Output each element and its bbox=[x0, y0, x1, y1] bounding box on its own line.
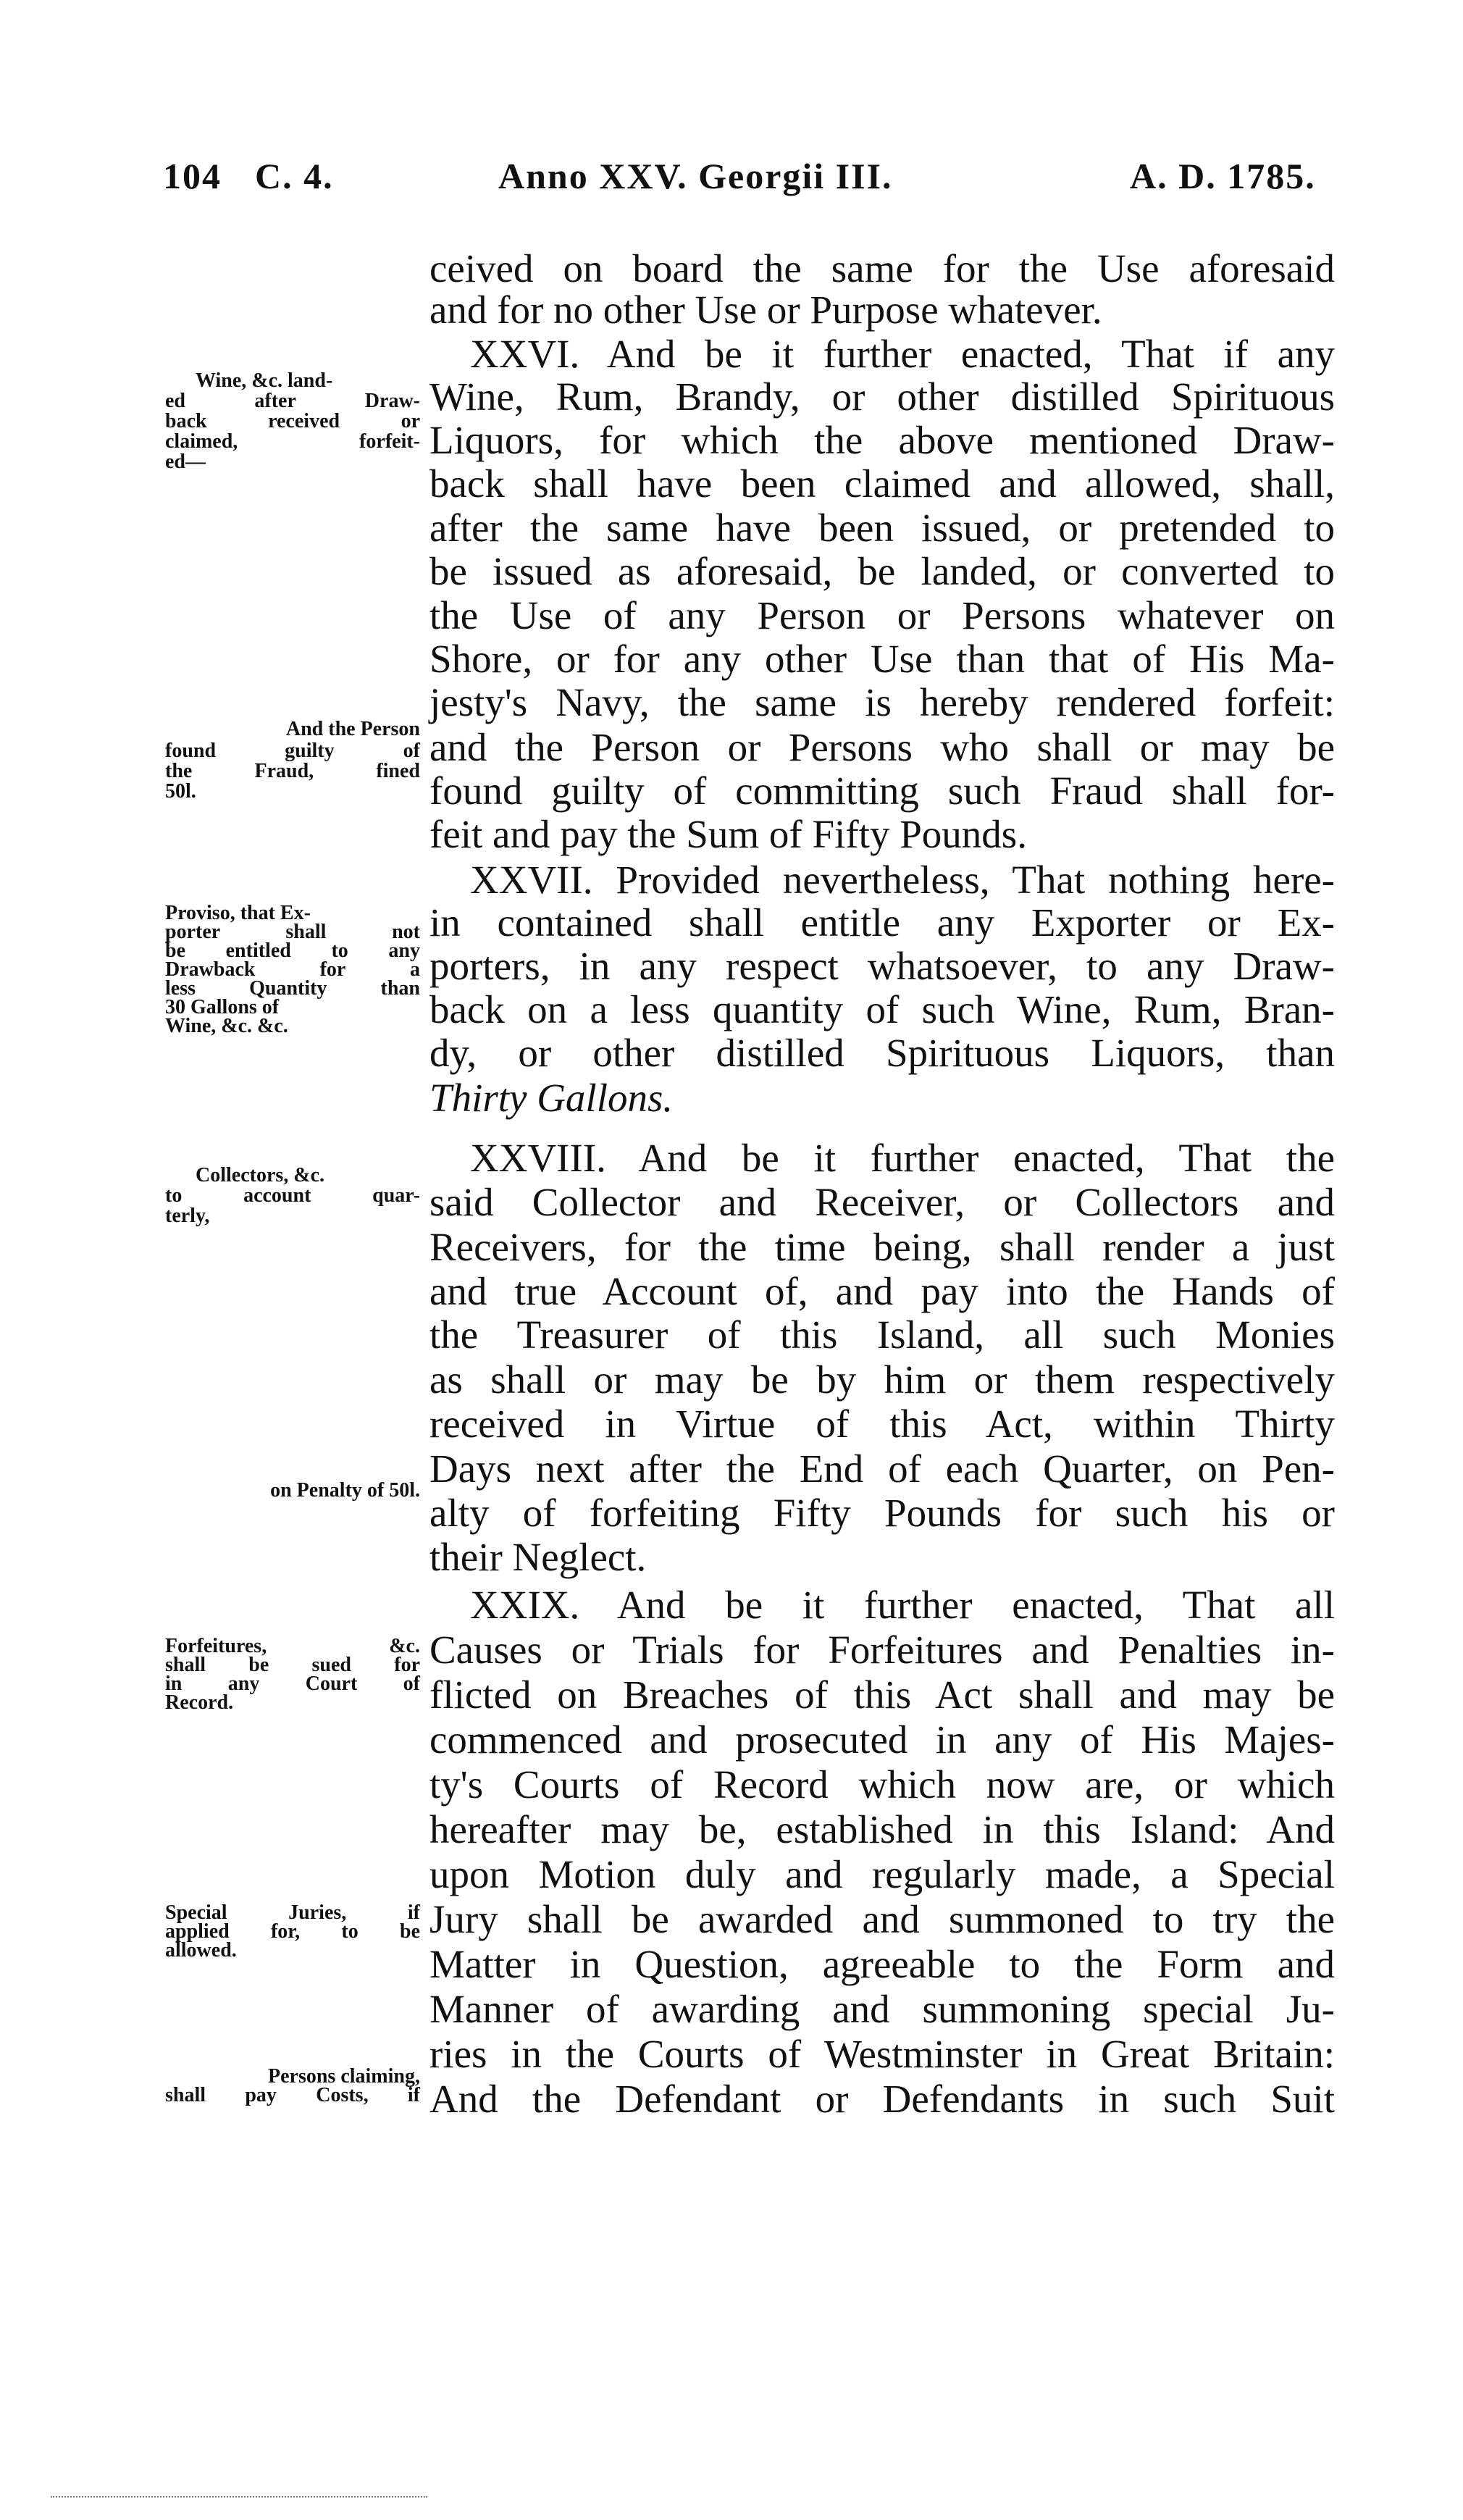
body-line: after the same have been issued, or pretended to bbox=[429, 506, 1335, 550]
body-line: feit and pay the Sum of Fifty Pounds. bbox=[429, 812, 1027, 856]
body-line: back shall have been claimed and allowed, shall, bbox=[429, 461, 1335, 506]
body-line: flicted on Breaches of this Act shall and may be bbox=[429, 1673, 1335, 1717]
marginal-note: Wine, &c. land- bbox=[196, 369, 333, 392]
body-line: said Collector and Receiver, or Collectors and bbox=[429, 1180, 1335, 1224]
body-line bbox=[429, 1075, 1335, 1121]
marginal-note: Special Juries, if bbox=[165, 1901, 420, 1924]
body-line: and the Person or Persons who shall or may be bbox=[429, 725, 1335, 769]
marginal-note: be entitled to any bbox=[165, 939, 420, 962]
section-text: XXIX. And be it further enacted, That all bbox=[470, 1583, 1335, 1627]
regnal-year: Anno XXV. Georgii III. bbox=[498, 156, 893, 196]
section-heading-line bbox=[429, 1582, 1335, 1628]
section-heading-line bbox=[429, 1135, 1335, 1181]
marginal-note: terly, bbox=[165, 1205, 210, 1227]
marginal-note: on Penalty of 50l. bbox=[270, 1479, 420, 1502]
body-line: jesty's Navy, the same is hereby rendered forfeit: bbox=[429, 680, 1335, 724]
marginal-note: And the Person bbox=[285, 718, 420, 740]
marginal-note: in any Court of bbox=[165, 1673, 420, 1695]
marginal-note: Forfeitures, &c. bbox=[165, 1635, 420, 1657]
body-line: found guilty of committing such Fraud shall for- bbox=[429, 769, 1335, 813]
body-line: the Use of any Person or Persons whatever on bbox=[429, 593, 1335, 637]
marginal-note: Drawback for a bbox=[165, 958, 420, 981]
body-line: Jury shall be awarded and summoned to try the bbox=[429, 1897, 1335, 1941]
marginal-note: shall be sued for bbox=[165, 1654, 420, 1676]
body-line: and true Account of, and pay into the Hands of bbox=[429, 1269, 1335, 1313]
chapter-number: C. 4. bbox=[255, 156, 334, 196]
marginal-note: porter shall not bbox=[165, 921, 420, 943]
marginal-note: applied for, to be bbox=[165, 1920, 420, 1943]
body-line: hereafter may be, established in this Island: And bbox=[429, 1807, 1335, 1851]
italic-text: Thirty Gallons. bbox=[429, 1076, 674, 1120]
marginal-note: Record. bbox=[165, 1691, 234, 1714]
marginal-note: the Fraud, fined bbox=[165, 760, 420, 782]
marginal-note: claimed, forfeit- bbox=[165, 430, 420, 453]
calendar-year: A. D. 1785. bbox=[1130, 156, 1316, 196]
body-line: be issued as aforesaid, be landed, or converted to bbox=[429, 549, 1335, 593]
body-line: their Neglect. bbox=[429, 1535, 647, 1579]
bottom-rule bbox=[51, 2496, 427, 2498]
body-line: Causes or Trials for Forfeitures and Penalties in- bbox=[429, 1628, 1335, 1672]
marginal-note: back received or bbox=[165, 410, 420, 432]
body-line: in contained shall entitle any Exporter or Ex- bbox=[429, 900, 1335, 945]
body-line: Liquors, for which the above mentioned Draw- bbox=[429, 418, 1335, 462]
body-line: Receivers, for the time being, shall render a just bbox=[429, 1225, 1335, 1269]
running-header bbox=[163, 155, 1322, 206]
marginal-note: Persons claiming, bbox=[268, 2065, 420, 2088]
body-line: And the Defendant or Defendants in such Suit bbox=[429, 2077, 1335, 2121]
marginal-note: shall pay Costs, if bbox=[165, 2084, 420, 2106]
marginal-note: Collectors, &c. bbox=[196, 1164, 325, 1186]
marginal-note: to account quar- bbox=[165, 1184, 420, 1207]
body-line: back on a less quantity of such Wine, Rum, Bran- bbox=[429, 987, 1335, 1031]
section-heading-line bbox=[429, 857, 1335, 903]
marginal-note: less Quantity than bbox=[165, 977, 420, 1000]
marginal-note: found guilty of bbox=[165, 740, 420, 762]
section-text: XXVIII. And be it further enacted, That the bbox=[470, 1136, 1335, 1180]
body-line: upon Motion duly and regularly made, a Special bbox=[429, 1852, 1335, 1896]
body-line: as shall or may be by him or them respectively bbox=[429, 1357, 1335, 1402]
section-text: XXVI. And be it further enacted, That if any bbox=[470, 332, 1335, 376]
marginal-note: 30 Gallons of bbox=[165, 996, 280, 1018]
body-line: ty's Courts of Record which now are, or which bbox=[429, 1762, 1335, 1807]
body-line: ries in the Courts of Westminster in Great Britain: bbox=[429, 2032, 1335, 2076]
body-line: Wine, Rum, Brandy, or other distilled Spirituous bbox=[429, 374, 1335, 419]
body-line: and for no other Use or Purpose whatever. bbox=[429, 288, 1102, 332]
marginal-note: allowed. bbox=[165, 1939, 237, 1962]
marginal-note: Proviso, that Ex- bbox=[165, 902, 311, 924]
section-heading-line bbox=[429, 331, 1335, 377]
section-text: XXVII. Provided nevertheless, That nothing here- bbox=[470, 858, 1335, 902]
body-line: ceived on board the same for the Use aforesaid bbox=[429, 246, 1335, 290]
marginal-note: 50l. bbox=[165, 780, 196, 803]
page-number: 104 bbox=[163, 156, 222, 196]
body-line: alty of forfeiting Fifty Pounds for such his or bbox=[429, 1491, 1335, 1535]
body-line: the Treasurer of this Island, all such Monies bbox=[429, 1313, 1335, 1357]
marginal-note: ed after Draw- bbox=[165, 390, 420, 412]
marginal-note: Wine, &c. &c. bbox=[165, 1015, 288, 1037]
body-line: dy, or other distilled Spirituous Liquors, than bbox=[429, 1031, 1335, 1075]
body-line: Days next after the End of each Quarter, on Pen- bbox=[429, 1447, 1335, 1491]
body-line: Matter in Question, agreeable to the Form and bbox=[429, 1942, 1335, 1986]
marginal-note: ed— bbox=[165, 451, 206, 473]
body-line: Manner of awarding and summoning special Ju- bbox=[429, 1987, 1335, 2031]
body-line: Shore, or for any other Use than that of His Ma- bbox=[429, 637, 1335, 681]
body-line: received in Virtue of this Act, within Thirty bbox=[429, 1402, 1335, 1446]
body-line: commenced and prosecuted in any of His Majes- bbox=[429, 1717, 1335, 1762]
body-line: porters, in any respect whatsoever, to any Draw- bbox=[429, 944, 1335, 988]
